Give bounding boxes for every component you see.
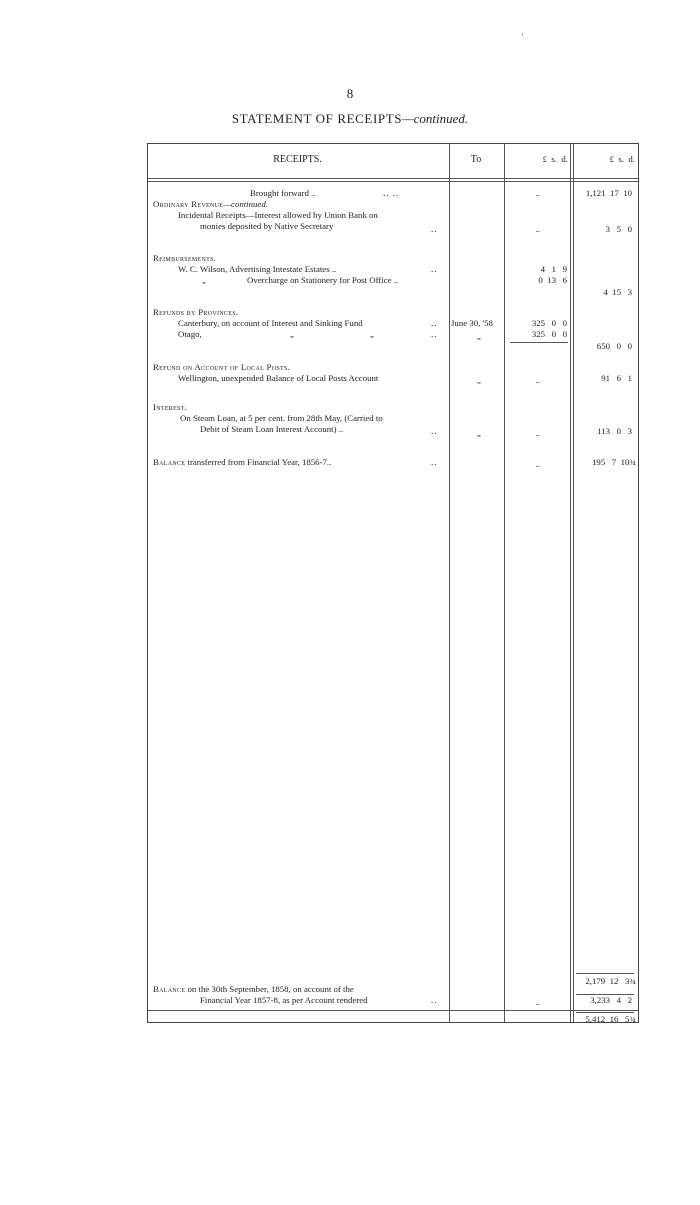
- total-amount: 195 7 10¾: [592, 457, 636, 467]
- total-amount: 4 15 3: [603, 287, 632, 297]
- sub-amount: 0 13 6: [538, 275, 567, 285]
- ditto-mark: „: [202, 275, 206, 285]
- line-item: Balance on the 30th September, 1858, on account of the: [153, 984, 354, 994]
- page-title-text: STATEMENT OF RECEIPTS: [231, 111, 403, 126]
- ditto-mark: „: [477, 428, 481, 438]
- sub-amount: ..: [535, 428, 540, 438]
- sub-amount: ..: [535, 188, 540, 198]
- col-header-sub-lsd: £ s. d.: [542, 154, 568, 164]
- column-divider: [449, 144, 450, 1022]
- ditto-mark: „: [290, 329, 294, 339]
- section-heading: Ordinary Revenue—continued.: [153, 199, 268, 209]
- section-heading: Reimbursements.: [153, 253, 217, 263]
- sub-amount: ..: [535, 224, 540, 234]
- line-item: Canterbury, on account of Interest and Sinking Fund: [178, 318, 363, 328]
- brought-forward-label: Brought forward ..: [250, 188, 316, 198]
- col-header-to: To: [470, 154, 482, 165]
- sum-rule: [510, 342, 568, 343]
- section-heading: Interest.: [153, 402, 188, 412]
- column-divider: [570, 144, 571, 1022]
- sub-amount: ..: [535, 459, 540, 469]
- line-item: monies deposited by Native Secretary: [200, 221, 334, 231]
- line-item: Otago,: [178, 329, 202, 339]
- sub-amount: 4 1 9: [540, 264, 567, 274]
- sub-amount: ..: [535, 997, 540, 1007]
- sub-amount: ..: [535, 375, 540, 385]
- line-item: Debit of Steam Loan Interest Account) ..: [200, 424, 344, 434]
- header-rule: [148, 178, 638, 179]
- page-title-suffix: —continued.: [402, 111, 469, 126]
- total-amount: 3,233 4 2: [590, 995, 632, 1005]
- page-number: 8: [346, 86, 354, 101]
- grand-total-amount: 5,412 16 5¾: [585, 1014, 636, 1024]
- page-title: [0, 111, 700, 127]
- header-rule: [148, 181, 638, 182]
- leader-dots: ..: [431, 318, 438, 328]
- line-item: Incidental Receipts—Interest allowed by Union Bank on: [178, 210, 378, 220]
- ditto-mark: „: [477, 331, 481, 341]
- line-item: Wellington, unexpended Balance of Local Posts Account: [178, 373, 379, 383]
- sub-amount: 325 0 0: [531, 318, 567, 328]
- line-item: Overcharge on Stationery for Post Office ..: [247, 275, 399, 285]
- sum-rule: [576, 973, 634, 974]
- col-header-receipts: RECEIPTS.: [273, 154, 322, 165]
- line-item: Financial Year 1857-8, as per Account rendered: [200, 995, 368, 1005]
- date-cell: June 30, '58: [451, 318, 493, 328]
- leader-dots: ..: [431, 329, 438, 339]
- leader-dots: ..: [431, 995, 438, 1005]
- sum-rule: [576, 1012, 634, 1013]
- ditto-mark: „: [477, 375, 481, 385]
- footer-rule: [148, 1010, 638, 1011]
- leader-dots: ..: [431, 264, 438, 274]
- line-item: On Steam Loan, at 5 per cent. from 28th May, (Carried to: [180, 413, 383, 423]
- leader-dots: ..: [431, 224, 438, 234]
- section-heading: Refunds by Provinces.: [153, 307, 239, 317]
- col-header-total-lsd: £ s. d.: [609, 154, 635, 164]
- total-amount: 113 0 3: [597, 426, 632, 436]
- line-item: W. C. Wilson, Advertising Intestate Estates ..: [178, 264, 337, 274]
- total-amount: 3 5 0: [605, 224, 632, 234]
- leader-dots: .. ..: [383, 188, 400, 198]
- subtotal-amount: 2,179 12 3¾: [585, 976, 636, 986]
- total-amount: 650 0 0: [596, 341, 632, 351]
- stray-mark: ': [522, 32, 524, 41]
- line-item: Balance transferred from Financial Year, 1856-7..: [153, 457, 332, 467]
- total-amount: 91 6 1: [601, 373, 632, 383]
- column-divider: [573, 144, 574, 1022]
- section-heading: Refund on Account of Local Posts.: [153, 362, 291, 372]
- ditto-mark: „: [370, 329, 374, 339]
- total-amount: 1,121 17 10: [585, 188, 632, 198]
- leader-dots: ..: [431, 426, 438, 436]
- leader-dots: ..: [431, 457, 438, 467]
- sub-amount: 325 0 0: [531, 329, 567, 339]
